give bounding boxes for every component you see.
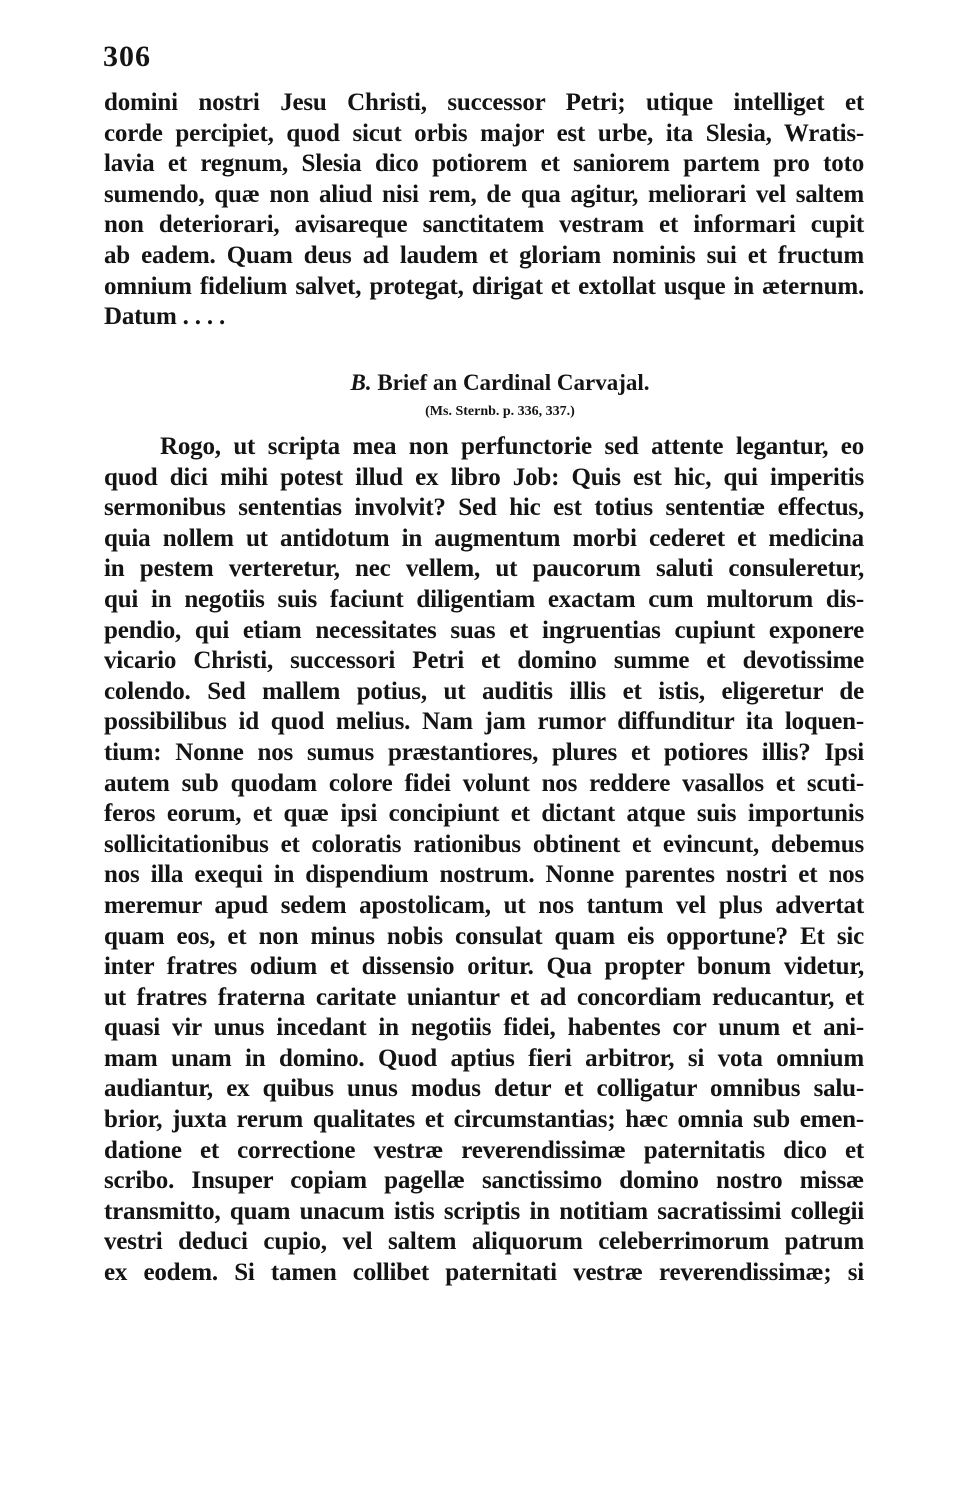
section-title: Brief an Cardinal Carvajal. — [377, 370, 650, 395]
text-line: quasi vir unus incedant in negotiis fidei, habentes cor unum et ani- — [104, 1014, 864, 1042]
text-line: vestri deduci cupio, vel saltem aliquorum celeberrimorum patrum — [104, 1228, 864, 1256]
text-line: audiantur, ex quibus unus modus detur et colligatur omnibus salu- — [104, 1075, 864, 1103]
paragraph-top — [104, 88, 864, 333]
text-line: quia nollem ut antidotum in augmentum morbi cederet et medicina — [104, 524, 864, 552]
text-line: brior, juxta rerum qualitates et circumstantias; hæc omnia sub emen- — [104, 1106, 864, 1134]
text-line: feros eorum, et quæ ipsi concipiunt et dictant atque suis importunis — [104, 800, 864, 828]
text-line: sumendo, quæ non aliud nisi rem, de qua agitur, meliorari vel saltem — [104, 180, 864, 208]
text-line: nos illa exequi in dispendium nostrum. Nonne parentes nostri et nos — [104, 861, 864, 889]
text-line: autem sub quodam colore fidei volunt nos reddere vasallos et scuti- — [104, 769, 864, 797]
text-line: ab eadem. Quam deus ad laudem et gloriam nominis sui et fructum — [104, 241, 864, 269]
source-note: (Ms. Sternb. p. 336, 337.) — [425, 404, 575, 419]
section-letter: B. — [350, 370, 372, 395]
text-line: quod dici mihi potest illud ex libro Job: Quis est hic, qui imperitis — [104, 463, 864, 491]
text-line: quam eos, et non minus nobis consulat quam eis opportune? Et sic — [104, 922, 864, 950]
text-line: sollicitationibus et coloratis rationibus obtinent et evincunt, debemus — [104, 830, 864, 858]
text-line: in pestem verteretur, nec vellem, ut paucorum saluti consuleretur, — [104, 555, 864, 583]
text-line: pendio, qui etiam necessitates suas et ingruentias cupiunt exponere — [104, 616, 864, 644]
text-line: non deteriorari, avisareque sanctitatem vestram et informari cupit — [104, 211, 864, 239]
text-line: lavia et regnum, Slesia dico potiorem et saniorem partem pro toto — [104, 150, 864, 178]
text-line: ut fratres fraterna caritate uniantur et ad concordiam reducantur, et — [104, 983, 864, 1011]
text-line: Rogo, ut scripta mea non perfunctorie sed attente legantur, eo — [160, 433, 864, 460]
text-line: datione et correctione vestræ reverendissimæ paternitatis dico et — [104, 1136, 864, 1164]
text-line: scribo. Insuper copiam pagellæ sanctissimo domino nostro missæ — [104, 1167, 864, 1195]
text-line: meremur apud sedem apostolicam, ut nos tantum vel plus advertat — [104, 891, 864, 919]
text-line: corde percipiet, quod sicut orbis major est urbe, ita Slesia, Wratis- — [104, 119, 864, 147]
text-line: Datum . . . . — [104, 303, 226, 331]
text-line: vicario Christi, successori Petri et domino summe et devotissime — [104, 647, 864, 675]
text-line: inter fratres odium et dissensio oritur. Qua propter bonum videtur, — [104, 953, 864, 981]
page-number: 306 — [103, 40, 151, 73]
text-line: mam unam in domino. Quod aptius fieri arbitror, si vota omnium — [104, 1044, 864, 1072]
text-line: sermonibus sententias involvit? Sed hic est totius sententiæ effectus, — [104, 494, 864, 522]
paragraph-letter-body — [104, 432, 864, 1289]
text-line: ex eodem. Si tamen collibet paternitati vestræ reverendissimæ; si — [104, 1259, 864, 1287]
text-line: omnium fidelium salvet, protegat, dirigat et extollat usque in æternum. — [104, 272, 864, 300]
text-line: qui in negotiis suis faciunt diligentiam exactam cum multorum dis- — [104, 585, 864, 613]
text-line: colendo. Sed mallem potius, ut auditis illis et istis, eligeretur de — [104, 677, 864, 705]
text-line: tium: Nonne nos sumus præstantiores, plures et potiores illis? Ipsi — [104, 738, 864, 766]
text-line: transmitto, quam unacum istis scriptis in notitiam sacratissimi collegii — [104, 1197, 864, 1225]
text-line: possibilibus id quod melius. Nam jam rumor diffunditur ita loquen- — [104, 708, 864, 736]
section-heading — [0, 368, 960, 398]
text-line: domini nostri Jesu Christi, successor Petri; utique intelliget et — [104, 89, 864, 116]
